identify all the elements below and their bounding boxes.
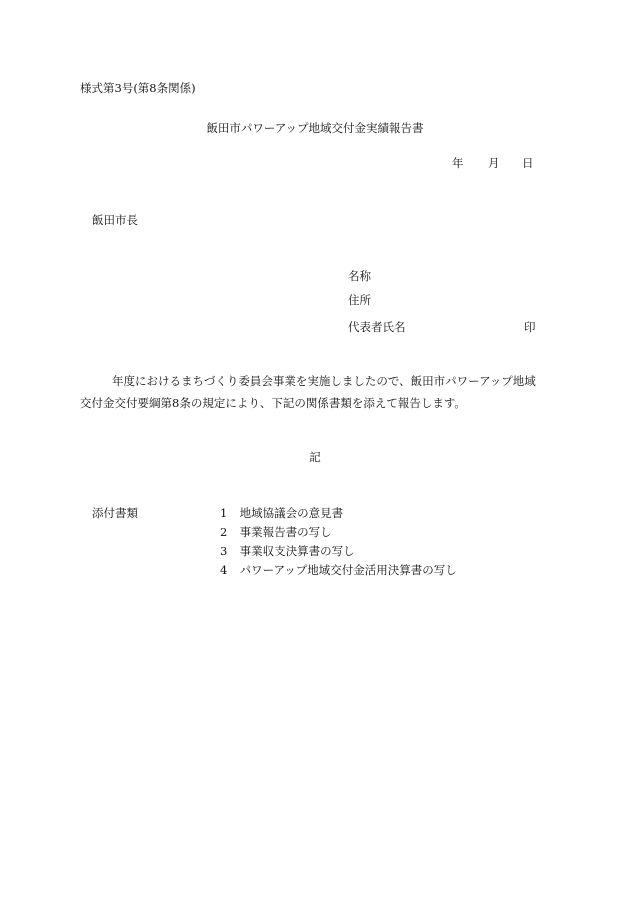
- attachment-item: [220, 506, 343, 520]
- document-title: 飯田市パワーアップ地域交付金実績報告書: [206, 121, 424, 135]
- attachment-number: 3: [220, 544, 228, 558]
- representative-name-label: 代表者氏名: [348, 320, 406, 334]
- applicant-name-label: 名称: [348, 269, 371, 283]
- form-number: 様式第3号(第8条関係): [80, 81, 196, 95]
- body-text-line-1: 年度におけるまちづくり委員会事業を実施しましたので、飯田市パワーアップ地域: [112, 374, 536, 388]
- attachment-text: 事業報告書の写し: [239, 525, 332, 539]
- attachment-item: [220, 544, 355, 558]
- seal-mark: 印: [524, 320, 536, 334]
- addressee: 飯田市長: [92, 213, 138, 227]
- attachment-text: 地域協議会の意見書: [239, 506, 344, 520]
- attachment-text: 事業収支決算書の写し: [239, 544, 355, 558]
- attachment-number: 4: [220, 563, 228, 577]
- attachment-text: パワーアップ地域交付金活用決算書の写し: [239, 563, 457, 577]
- attachment-number: 2: [220, 525, 228, 539]
- date-day-label: 日: [522, 156, 534, 170]
- ki-heading: 記: [309, 450, 321, 464]
- attachment-number: 1: [220, 506, 228, 520]
- applicant-address-label: 住所: [348, 293, 371, 307]
- date-month-label: 月: [488, 156, 500, 170]
- attachments-label: 添付書類: [92, 506, 138, 520]
- date-year-label: 年: [452, 156, 464, 170]
- attachment-item: [220, 525, 332, 539]
- body-text-line-2: 交付金交付要綱第8条の規定により、下記の関係書類を添えて報告します。: [80, 396, 466, 410]
- attachment-item: [220, 563, 457, 577]
